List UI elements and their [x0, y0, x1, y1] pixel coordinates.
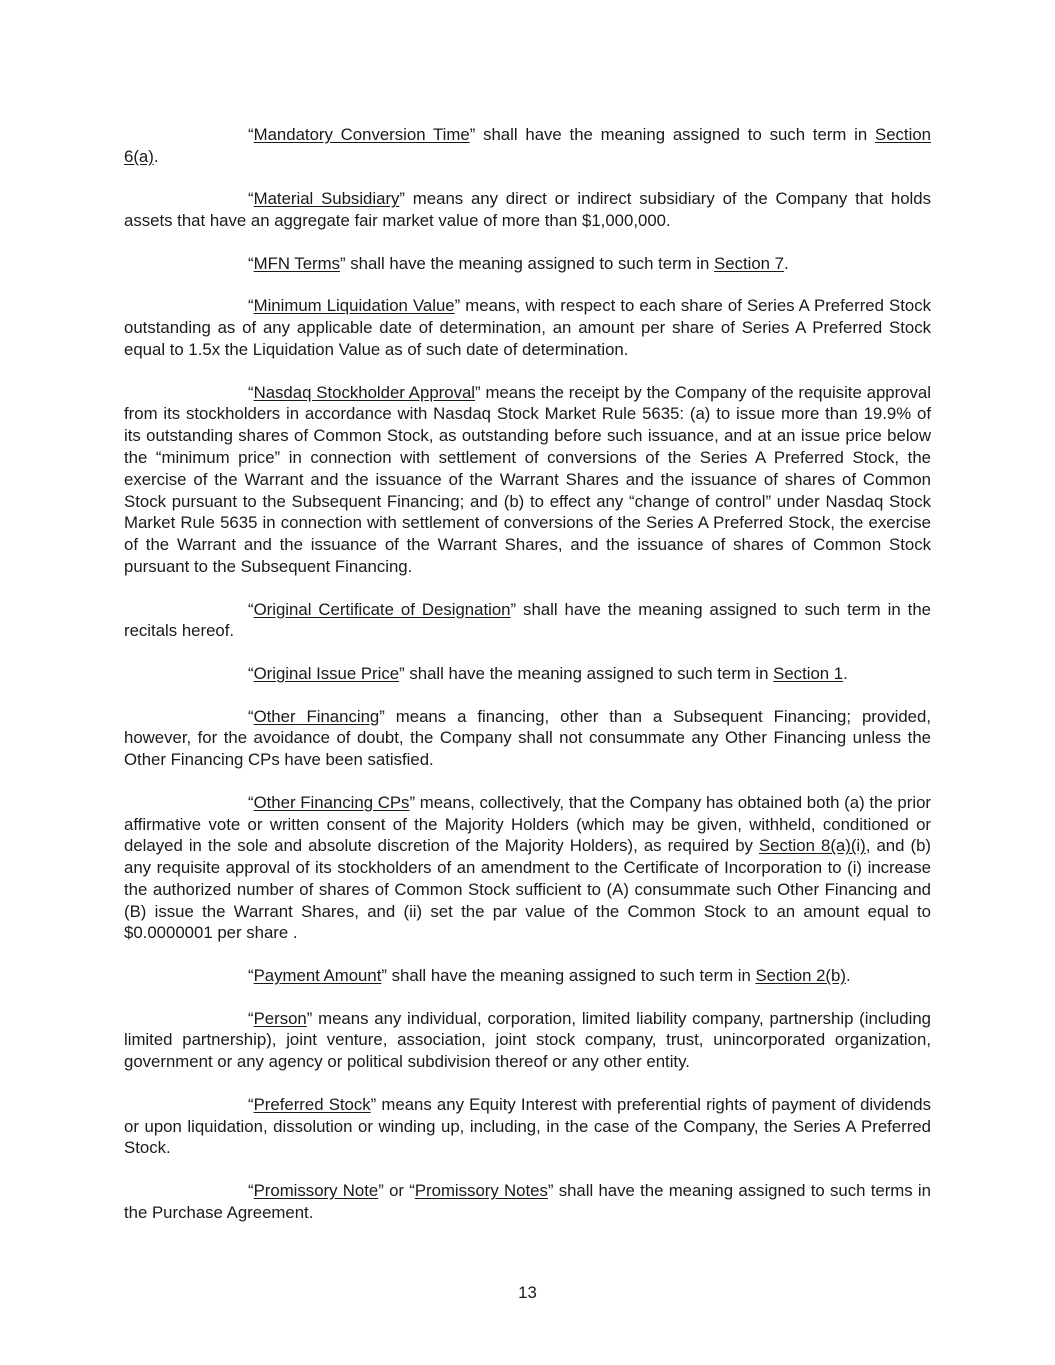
- page-number: 13: [518, 1283, 537, 1302]
- definition-text: .: [153, 146, 159, 166]
- definition-text: ” means any direct or indirect subsidiary of the Company that holds assets that have an aggregate fair market value of more than $1,000,000.: [124, 189, 931, 231]
- defined-term: Mandatory Conversion Time: [253, 125, 470, 144]
- definition-text: “: [248, 382, 254, 402]
- definition-text: ” shall have the meaning assigned to such term in: [381, 966, 756, 986]
- defined-term: Material Subsidiary: [253, 189, 400, 209]
- defined-term: Nasdaq Stockholder Approval: [253, 382, 476, 402]
- definition-text: “: [248, 1181, 254, 1201]
- definition-payment-amount: [124, 965, 931, 987]
- defined-term: Section 6(a): [124, 125, 931, 166]
- definition-text: ” shall have the meaning assigned to such term in the recitals hereof.: [124, 599, 931, 641]
- definition-other-financing: [124, 706, 931, 771]
- definition-text: , and (b) any requisite approval of its stockholders of an amendment to the Certificate of Incorporation to (i) increase the authorized number of shares of Common Stock sufficient to (A) consummate such Other Financing and (B) issue the Warrant Shares, and (ii) set the par value of the Common Stock to an amount equal to $0.0000001 per share .: [124, 836, 931, 943]
- definitions-list: [124, 124, 931, 1244]
- definition-text: ” means any Equity Interest with preferential rights of payment of dividends or upon liquidation, dissolution or winding up, including, in the case of the Company, the Series A Preferred Stock.: [124, 1094, 931, 1158]
- definition-promissory-note: [124, 1180, 931, 1224]
- definition-text: ” means a financing, other than a Subsequent Financing; provided, however, for the avoidance of doubt, the Company shall not consummate any Other Financing unless the Other Financing CPs have been satisfied.: [124, 706, 931, 770]
- definition-text: ” means, with respect to each share of Series A Preferred Stock outstanding as of any applicable date of determination, an amount per share of Series A Preferred Stock equal to 1.5x the Liquidation Value as of such date of determination.: [124, 296, 931, 359]
- definition-text: ” or “: [378, 1181, 415, 1201]
- defined-term: Section 8(a)(i): [758, 836, 866, 856]
- definition-text: ” shall have the meaning assigned to such term in: [339, 253, 715, 273]
- definition-text: ” shall have the meaning assigned to such term in: [469, 125, 876, 144]
- definition-text: .: [843, 663, 848, 683]
- definition-original-certificate-of-designation: [124, 599, 931, 643]
- definition-nasdaq-stockholder-approval: [124, 382, 931, 578]
- defined-term: Section 1: [773, 663, 844, 683]
- definition-mandatory-conversion-time: [124, 124, 931, 168]
- defined-term: Promissory Notes: [414, 1181, 548, 1201]
- defined-term: Section 7: [714, 253, 785, 273]
- definition-text: “: [248, 1008, 254, 1028]
- definition-person: [124, 1008, 931, 1073]
- definition-text: “: [248, 599, 254, 619]
- definition-text: .: [784, 253, 789, 273]
- definition-text: “: [248, 792, 254, 812]
- definition-text: “: [248, 253, 254, 273]
- defined-term: Minimum Liquidation Value: [253, 296, 455, 316]
- definition-minimum-liquidation-value: [124, 295, 931, 360]
- defined-term: Preferred Stock: [253, 1094, 371, 1114]
- definition-text: “: [248, 1094, 254, 1114]
- definition-text: ” means any individual, corporation, limited liability company, partnership (including limited partnership), joint venture, association, joint stock company, trust, unincorporated organization, government or any agency or political subdivision thereof or any other entity.: [124, 1008, 931, 1072]
- definition-text: ” means the receipt by the Company of the requisite approval from its stockholders in accordance with Nasdaq Stock Market Rule 5635: (a) to issue more than 19.9% of its outstanding shares of Common Stock, as outstanding before such issuance, and at an issue price below the “minimum price” in connection with settlement of conversions of the Series A Preferred Stock, the exercise of the Warrant and the issuance of the Warrant Shares and the issuance of shares of Common Stock pursuant to the Subsequent Financing; and (b) to effect any “change of control” under Nasdaq Stock Market Rule 5635 in connection with settlement of conversions of the Series A Preferred Stock, the exercise of the Warrant and the issuance of the Warrant Shares, and the issuance of shares of Common Stock pursuant to the Subsequent Financing.: [124, 382, 931, 576]
- definition-original-issue-price: [124, 663, 931, 685]
- defined-term: Section 2(b): [755, 966, 846, 986]
- definition-text: “: [248, 189, 254, 209]
- defined-term: MFN Terms: [253, 253, 340, 273]
- definition-preferred-stock: [124, 1094, 931, 1159]
- defined-term: Other Financing CPs: [253, 792, 410, 812]
- definition-mfn-terms: [124, 253, 931, 275]
- definition-text: ” shall have the meaning assigned to such terms in the Purchase Agreement.: [124, 1181, 931, 1222]
- defined-term: Original Certificate of Designation: [253, 599, 511, 619]
- definition-text: “: [248, 966, 254, 986]
- defined-term: Person: [253, 1008, 307, 1028]
- definition-text: .: [845, 966, 851, 986]
- definition-text: “: [248, 663, 254, 683]
- definition-text: ” means, collectively, that the Company has obtained both (a) the prior affirmative vote or written consent of the Majority Holders (which may be given, withheld, conditioned or delayed in the sole and absolute discretion of the Majority Holders), as required by: [124, 792, 931, 856]
- defined-term: Original Issue Price: [253, 663, 400, 683]
- defined-term: Payment Amount: [253, 966, 382, 986]
- defined-term: Other Financing: [253, 706, 380, 726]
- definition-text: “: [248, 706, 254, 726]
- definition-text: ” shall have the meaning assigned to such term in: [399, 663, 774, 683]
- definition-text: “: [248, 125, 254, 144]
- definition-other-financing-cps: [124, 792, 931, 945]
- defined-term: Promissory Note: [253, 1181, 379, 1201]
- definition-text: “: [248, 296, 254, 316]
- definition-material-subsidiary: [124, 188, 931, 232]
